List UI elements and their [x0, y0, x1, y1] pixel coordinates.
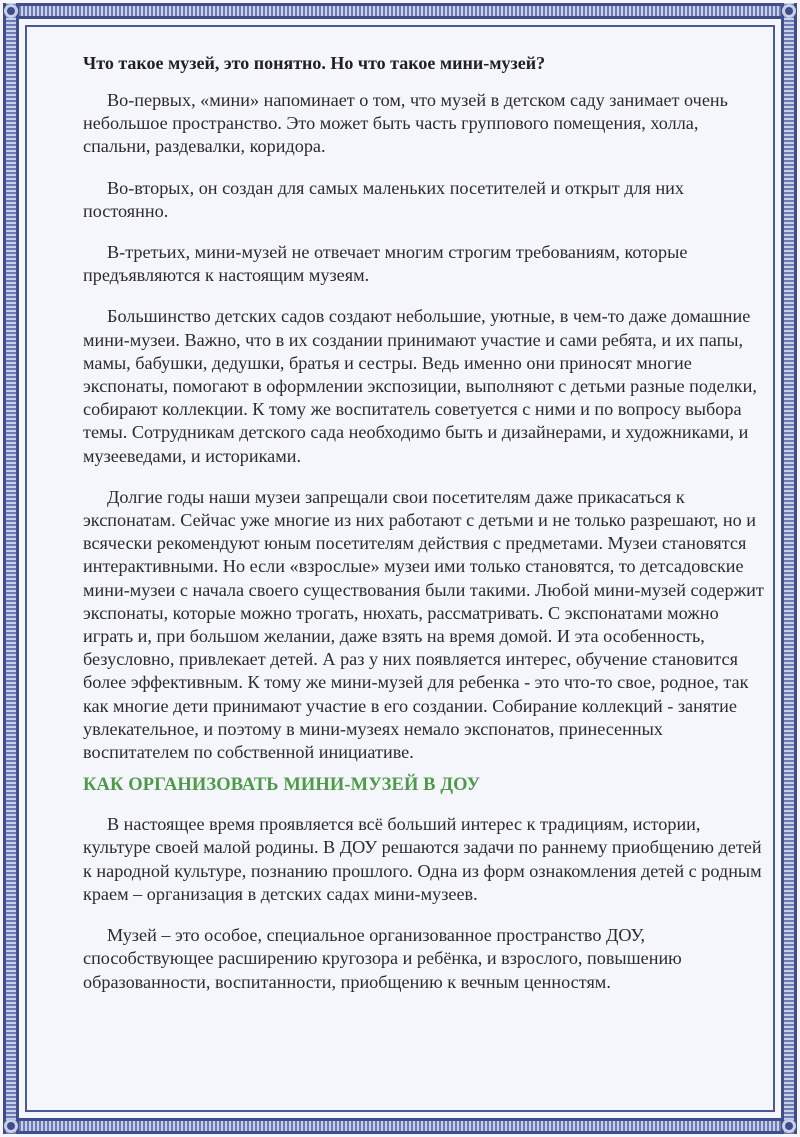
corner-ornament-icon	[782, 1119, 796, 1133]
border-top	[3, 3, 797, 19]
corner-ornament-icon	[4, 4, 18, 18]
section-heading: КАК ОРГАНИЗОВАТЬ МИНИ-МУЗЕЙ В ДОУ	[83, 775, 481, 796]
paragraph-museum-definition: Музей – это особое, специальное организованное пространство ДОУ, способствующее расширению кругозора и ребёнка, и взрослого, повышению образованности, воспитанности, приобщению к вечным ценностям.	[83, 925, 682, 992]
document-body	[83, 52, 768, 1012]
paragraph-first: Во-первых, «мини» напоминает о том, что музей в детском саду занимает очень небольшое пространство. Это может быть часть группового помещения, холла, спальни, раздевалки, коридора.	[83, 90, 728, 157]
paragraph-traditions: В настоящее время проявляется всё больший интерес к традициям, истории, культуре своей малой родины. В ДОУ решаются задачи по раннему приобщению детей к народной культуре, познанию прошлого. Одна из форм ознакомления детей с родным краем – организация в детских садах мини-музеев.	[83, 814, 762, 904]
paragraph-mini-museums: Большинство детских садов создают небольшие, уютные, в чем-то даже домашние мини-музеи. Важно, что в их создании принимают участие и сами ребята, и их папы, мамы, бабушки, дедушки, братья и сестры. Ведь именно они приносят многие экспонаты, помогают в оформлении экспозиции, выполняют с детьми разные поделки, собирают коллекции. К тому же воспитатель советуется с ними и по вопросу выбора темы. Сотрудникам детского сада необходимо быть и дизайнерами, и художниками, и музееведами, и историками.	[83, 306, 757, 466]
border-right	[781, 3, 797, 1134]
paragraph-third: В-третьих, мини-музей не отвечает многим строгим требованиям, которые предъявляются к настоящим музеям.	[83, 242, 688, 286]
paragraph-second: Во-вторых, он создан для самых маленьких посетителей и открыт для них постоянно.	[83, 177, 685, 221]
border-left	[3, 3, 19, 1134]
page-title: Что такое музей, это понятно. Но что такое мини-музей?	[83, 53, 546, 73]
corner-ornament-icon	[782, 4, 796, 18]
corner-ornament-icon	[4, 1119, 18, 1133]
paragraph-interactive-museums: Долгие годы наши музеи запрещали свои посетителям даже прикасаться к экспонатам. Сейчас уже многие из них работают с детьми и не только разрешают, но и всячески рекомендуют юным посетителям действия с предметами. Музеи становятся интерактивными. Но если «взрослые» музеи ими только становятся, то детсадовские мини-музеи с начала своего существования были такими. Любой мини-музей содержит экспонаты, которые можно трогать, нюхать, рассматривать. С экспонатами можно играть и, при большом желании, даже взять на время домой. И эта особенность, безусловно, привлекает детей. А раз у них появляется интерес, обучение становится более эффективным. К тому же мини-музей для ребенка - это что-то свое, родное, так как многие дети принимают участие в его создании. Собирание коллекций - занятие увлекательное, и поэтому в мини-музеях немало экспонатов, принесенных воспитателем по собственной инициативе.	[83, 486, 764, 763]
border-bottom	[3, 1118, 797, 1134]
